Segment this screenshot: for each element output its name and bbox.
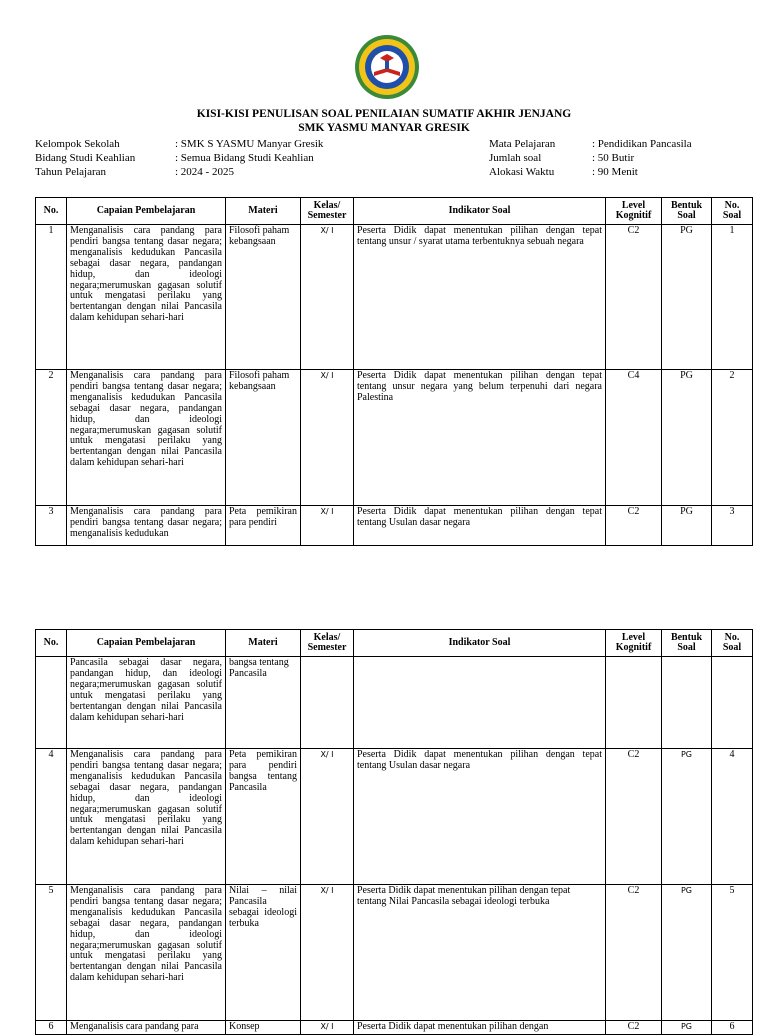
document-title: KISI-KISI PENULISAN SOAL PENILAIAN SUMATIF AKHIR JENJANG (196, 108, 572, 120)
col-nosoal: No. Soal (712, 198, 753, 225)
meta-row-alokasi: Alokasi Waktu : 90 Menit (489, 166, 638, 178)
table-row: Pancasila sebagai dasar negara, pandangan hidup, dan ideologi negara;merumuskan gagasan solutif untuk mengatasi perilaku yang bertentangan dengan nilai Pancasila dalam kehidupan sehari-hari bangsa tentang Pancasila (36, 657, 753, 749)
meta-row-mapel: Mata Pelajaran : Pendidikan Pancasila (489, 138, 692, 150)
kisi-table-page2 (35, 629, 753, 1035)
table-row: 1 Menganalisis cara pandang para pendiri bangsa tentang dasar negara; menganalisis kedudukan Pancasila sebagai dasar negara, pandangan hidup, dan ideologi negara;merumuskan gagasan solutif untuk mengatasi perilaku yang bertentangan dengan nilai Pancasila dalam kehidupan sehari-hari Filosofi paham kebangsaan X/ I Peserta Didik dapat menentukan pilihan dengan tepat tentang unsur / syarat utama terbentuknya sebuah negara C2 PG 1 (36, 225, 753, 370)
table-row: 4 Menganalisis cara pandang para pendiri bangsa tentang dasar negara; menganalisis kedudukan Pancasila sebagai dasar negara, pandangan hidup, dan ideologi negara;merumuskan gagasan solutif untuk mengatasi perilaku yang bertentangan dengan nilai Pancasila dalam kehidupan sehari-hari Peta pemikiran para pendiri bangsa tentang Pancasila X/ I Peserta Didik dapat menentukan pilihan dengan tepat tentang Usulan dasar negara C2 PG 4 (36, 749, 753, 885)
meta-row-bidang: Bidang Studi Keahlian : Semua Bidang Studi Keahlian (35, 152, 314, 164)
col-nosoal: No. Soal (712, 630, 753, 657)
col-indikator: Indikator Soal (354, 198, 606, 225)
col-indikator: Indikator Soal (354, 630, 606, 657)
col-materi: Materi (226, 630, 301, 657)
meta-row-jumlah: Jumlah soal : 50 Butir (489, 152, 635, 164)
col-no: No. (36, 198, 67, 225)
meta-row-kelompok: Kelompok Sekolah : SMK S YASMU Manyar Gresik (35, 138, 324, 150)
col-capaian: Capaian Pembelajaran (67, 630, 226, 657)
col-no: No. (36, 630, 67, 657)
school-name: SMK YASMU MANYAR GRESIK (298, 122, 470, 134)
school-logo (354, 34, 420, 100)
meta-row-tahun: Tahun Pelajaran : 2024 - 2025 (35, 166, 234, 178)
col-level: Level Kognitif (606, 630, 662, 657)
table-header (36, 630, 753, 657)
col-level: Level Kognitif (606, 198, 662, 225)
table-row: 2 Menganalisis cara pandang para pendiri bangsa tentang dasar negara; menganalisis kedudukan Pancasila sebagai dasar negara, pandangan hidup, dan ideologi negara;merumuskan gagasan solutif untuk mengatasi perilaku yang bertentangan dengan nilai Pancasila dalam kehidupan sehari-hari Filosofi paham kebangsaan X/ I Peserta Didik dapat menentukan pilihan dengan tepat tentang unsur negara yang belum terpenuhi dari negara Palestina C4 PG 2 (36, 370, 753, 506)
meta-left (35, 137, 323, 179)
col-bentuk: Bentuk Soal (662, 198, 712, 225)
table-row: 3 Menganalisis cara pandang para pendiri bangsa tentang dasar negara; menganalisis kedudukan Peta pemikiran para pendiri X/ I Peserta Didik dapat menentukan pilihan dengan tepat tentang Usulan dasar negara C2 PG 3 (36, 506, 753, 546)
table-row: 5 Menganalisis cara pandang para pendiri bangsa tentang dasar negara; menganalisis kedudukan Pancasila sebagai dasar negara, pandangan hidup, dan ideologi negara;merumuskan gagasan solutif untuk mengatasi perilaku yang bertentangan dengan nilai Pancasila dalam kehidupan sehari-hari Nilai – nilai Pancasila sebagai ideologi terbuka X/ I Peserta Didik dapat menentukan pilihan dengan tepat tentang Nilai Pancasila sebagai ideologi terbuka C2 PG 5 (36, 885, 753, 1021)
kisi-table-page1 (35, 197, 753, 546)
table-header (36, 198, 753, 225)
meta-right (489, 137, 692, 179)
col-capaian: Capaian Pembelajaran (67, 198, 226, 225)
col-bentuk: Bentuk Soal (662, 630, 712, 657)
col-kelas: Kelas/ Semester (301, 198, 354, 225)
table-row: 6 Menganalisis cara pandang para Konsep X/ I Peserta Didik dapat menentukan pilihan dengan C2 PG 6 (36, 1021, 753, 1035)
col-materi: Materi (226, 198, 301, 225)
col-kelas: Kelas/ Semester (301, 630, 354, 657)
